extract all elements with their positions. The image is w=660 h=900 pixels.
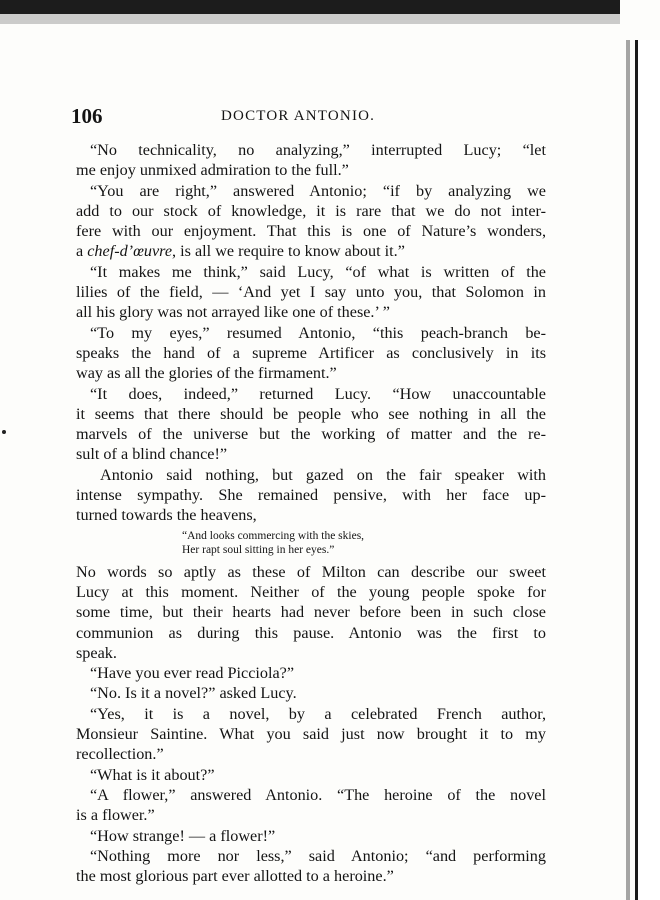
- text-line: Antonio said nothing, but gazed on the fair speaker with: [100, 465, 546, 484]
- text-line: fere with our enjoyment. That this is one of Nature’s wonders,: [76, 222, 546, 241]
- verse-line: “And looks commercing with the skies,: [182, 529, 365, 542]
- text-line: “Yes, it is a novel, by a celebrated French author,: [90, 704, 546, 723]
- text-line: “Nothing more nor less,” said Antonio; “and performing: [90, 846, 546, 865]
- scan-top-border: [0, 0, 620, 14]
- text-line: speak.: [76, 643, 117, 662]
- text-line: sult of a blind chance!”: [76, 445, 228, 464]
- text-line: is a flower.”: [76, 806, 155, 825]
- text-line: communion as during this pause. Antonio was the first to: [76, 623, 546, 642]
- text-line: No words so aptly as these of Milton can describe our sweet: [76, 562, 546, 581]
- text-line: way as all the glories of the firmament.”: [76, 364, 337, 383]
- text-line: intense sympathy. She remained pensive, with her face up-: [76, 486, 546, 505]
- text-line: marvels of the universe but the working of matter and the re-: [76, 425, 546, 444]
- text-line: me enjoy unmixed admiration to the full.”: [76, 161, 349, 180]
- text-line: Monsieur Saintine. What you said just now brought it to my: [76, 725, 546, 744]
- text-line: lilies of the field, — ‘And yet I say unto you, that Solomon in: [76, 283, 546, 302]
- text-line: some time, but their hearts had never before been in such close: [76, 603, 546, 622]
- italic-phrase: chef-d’œuvre: [87, 242, 173, 261]
- text-line: speaks the hand of a supreme Artificer as conclusively in its: [76, 343, 546, 362]
- text-line: it seems that there should be people who see nothing in all the: [76, 404, 546, 423]
- text-line: “No. Is it a novel?” asked Lucy.: [90, 684, 297, 703]
- text-line: “A flower,” answered Antonio. “The heroine of the novel: [90, 785, 546, 804]
- text-segment: a: [76, 242, 88, 261]
- text-line: “How strange! — a flower!”: [90, 826, 276, 845]
- text-line: turned towards the heavens,: [76, 506, 257, 525]
- scan-page-edge: [635, 40, 660, 900]
- running-title: DOCTOR ANTONIO.: [221, 108, 376, 124]
- verse-line: Her rapt soul sitting in her eyes.”: [182, 543, 335, 556]
- text-line: add to our stock of knowledge, it is rare that we do not inter-: [76, 201, 546, 220]
- text-line: “What is it about?”: [90, 765, 215, 784]
- text-segment: , is all we require to know about it.”: [172, 242, 405, 261]
- text-line: “It does, indeed,” returned Lucy. “How unaccountable: [90, 384, 546, 403]
- page-body: [76, 140, 546, 886]
- page-number: 106: [71, 104, 103, 128]
- text-line: “No technicality, no analyzing,” interrupted Lucy; “let: [90, 141, 546, 159]
- text-line: “To my eyes,” resumed Antonio, “this peach-branch be-: [90, 323, 546, 342]
- text-line: Lucy at this moment. Neither of the young people spoke for: [76, 582, 546, 601]
- text-line: the most glorious part ever allotted to a heroine.”: [76, 867, 394, 886]
- text-line: “You are right,” answered Antonio; “if by analyzing we: [90, 181, 546, 200]
- text-line: recollection.”: [76, 745, 164, 764]
- text-line: [76, 241, 546, 261]
- scan-speck: [2, 430, 6, 434]
- text-line: “It makes me think,” said Lucy, “of what is written of the: [90, 262, 546, 281]
- text-line: all his glory was not arrayed like one of these.’ ”: [76, 303, 390, 322]
- page-header: [71, 104, 541, 128]
- text-line: “Have you ever read Picciola?”: [90, 664, 295, 683]
